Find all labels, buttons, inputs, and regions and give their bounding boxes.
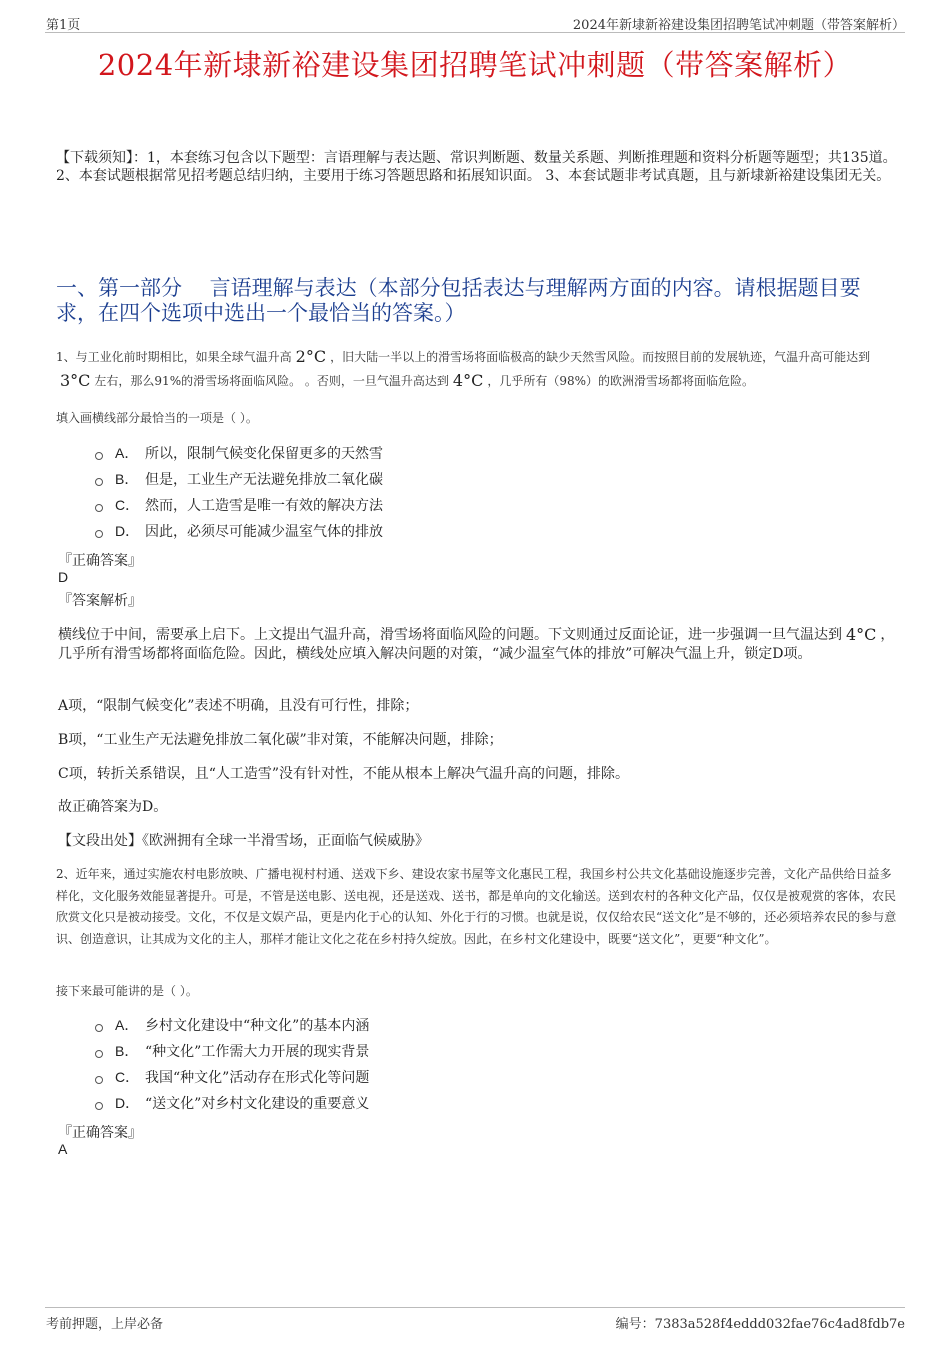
question-1-text	[56, 345, 901, 393]
page-title: 2024年新埭新裕建设集团招聘笔试冲刺题（带答案解析）	[97, 48, 853, 82]
section-heading: 一、第一部分 言语理解与表达（本部分包括表达与理解两方面的内容。请根据题目要求，在四个选项中选出一个最恰当的答案。）	[56, 276, 861, 325]
option-a[interactable]	[95, 440, 383, 466]
header-divider	[45, 32, 905, 33]
download-notice: 【下载须知】：1，本套练习包含以下题型：言语理解与表达题、常识判断题、数量关系题、判断推理题和资料分析题等题型；共135道。 2、本套试题根据常见招考题总结归纳，主要用于练习答题思路和拓展知识面。 3、本套试题非考试真题，且与新埭新裕建设集团无关。	[56, 150, 897, 184]
analysis-text: ，几乎所有滑雪场都将面临危险。因此，横线处应填入解决问题的对策，“减少温室气体的排放”可解决气温上升，锁定D项。	[58, 627, 895, 662]
footer-doc-id: 编号：7383a528f4eddd032fae76c4ad8fdb7e	[615, 1317, 905, 1332]
correct-answer-label: 『正确答案』	[58, 1125, 142, 1141]
option-text: 然而，人工造雪是唯一有效的解决方法	[145, 498, 383, 514]
option-text: 但是，工业生产无法避免排放二氧化碳	[145, 472, 383, 488]
analysis-option-a: A项，“限制气候变化”表述不明确，且没有可行性，排除；	[58, 698, 419, 714]
q1-temp-4c: 4°C	[452, 371, 484, 390]
q1-text-part: ，几乎所有（98%）的欧洲滑雪场都将面临危险。	[487, 374, 755, 388]
option-b[interactable]	[95, 1038, 369, 1064]
option-letter: D．	[115, 523, 140, 539]
header-doc-title: 2024年新埭新裕建设集团招聘笔试冲刺题（带答案解析）	[572, 18, 905, 33]
option-c[interactable]	[95, 1064, 369, 1090]
analysis-paragraph	[58, 625, 898, 664]
option-text: “送文化”对乡村文化建设的重要意义	[145, 1096, 370, 1112]
option-text: 我国“种文化”活动存在形式化等问题	[145, 1070, 370, 1086]
question-2-prompt: 接下来最可能讲的是（ ）。	[56, 984, 198, 998]
option-letter: B．	[115, 471, 139, 487]
option-letter: B．	[115, 1043, 139, 1059]
radio-icon[interactable]	[95, 1102, 103, 1110]
analysis-temp-4c: 4°C	[846, 625, 877, 644]
q1-text-part: 1、与工业化前时期相比，如果全球气温升高	[56, 350, 292, 364]
q1-text-part: 左右，那么91%的滑雪场将面临风险。 。否则，一旦气温升高达到	[94, 374, 449, 388]
question-2-text: 2、近年来，通过实施农村电影放映、广播电视村村通、送戏下乡、建设农家书屋等文化惠民工程，我国乡村公共文化基础设施逐步完善，文化产品供给日益多样化，文化服务效能显著提升。可是，不管是送电影、送电视，还是送戏、送书，都是单向的文化输送。送到农村的各种文化产品，仅仅是被观赏的客体，农民欣赏文化只是被动接受。文化，不仅是文娱产品，更是内化于心的认知、外化于行的习惯。也就是说，仅仅给农民“送文化”是不够的，还必须培养农民的参与意识、创造意识，让其成为文化的主人，那样才能让文化之花在乡村持久绽放。因此，在乡村文化建设中，既要“送文化”，更要“种文化”。	[56, 867, 897, 946]
question-2-options	[95, 1012, 369, 1116]
analysis-option-c: C项，转折关系错误，且“人工造雪”没有针对性，不能从根本上解决气温升高的问题，排除。	[58, 766, 630, 782]
passage-source: 【文段出处】《欧洲拥有全球一半滑雪场，正面临气候威胁》	[58, 833, 429, 849]
page-number: 第1页	[46, 18, 81, 33]
radio-icon[interactable]	[95, 1024, 103, 1032]
radio-icon[interactable]	[95, 530, 103, 538]
option-text: 乡村文化建设中“种文化”的基本内涵	[145, 1018, 370, 1034]
option-text: 因此，必须尽可能减少温室气体的排放	[145, 524, 383, 540]
option-letter: C．	[115, 1069, 140, 1085]
q1-temp-2c: 2°C	[295, 347, 327, 366]
option-letter: A．	[115, 445, 139, 461]
footer-divider	[45, 1307, 905, 1308]
question-1-prompt: 填入画横线部分最恰当的一项是（ ）。	[56, 411, 258, 425]
analysis-conclusion: 故正确答案为D。	[58, 799, 168, 815]
radio-icon[interactable]	[95, 1050, 103, 1058]
correct-answer-label: 『正确答案』	[58, 553, 142, 569]
option-b[interactable]	[95, 466, 383, 492]
q1-temp-3c: 3°C	[60, 371, 91, 390]
option-d[interactable]	[95, 1090, 369, 1116]
option-a[interactable]	[95, 1012, 369, 1038]
radio-icon[interactable]	[95, 452, 103, 460]
analysis-label: 『答案解析』	[58, 593, 142, 609]
question-1-options	[95, 440, 383, 544]
option-letter: C．	[115, 497, 140, 513]
correct-answer-value: A	[58, 1141, 68, 1157]
footer-slogan: 考前押题，上岸必备	[46, 1317, 164, 1332]
option-letter: D．	[115, 1095, 140, 1111]
correct-answer-value: D	[58, 569, 69, 585]
radio-icon[interactable]	[95, 504, 103, 512]
option-letter: A．	[115, 1017, 139, 1033]
radio-icon[interactable]	[95, 478, 103, 486]
analysis-text: 横线位于中间，需要承上启下。上文提出气温升高，滑雪场将面临风险的问题。下文则通过反面论证，进一步强调一旦气温达到	[58, 627, 842, 643]
option-d[interactable]	[95, 518, 383, 544]
analysis-option-b: B项，“工业生产无法避免排放二氧化碳”非对策，不能解决问题，排除；	[58, 732, 503, 748]
q1-text-part: ，旧大陆一半以上的滑雪场将面临极高的缺少天然雪风险。而按照目前的发展轨迹，气温升高可能达到	[330, 350, 871, 364]
radio-icon[interactable]	[95, 1076, 103, 1084]
option-text: 所以，限制气候变化保留更多的天然雪	[145, 446, 383, 462]
option-text: “种文化”工作需大力开展的现实背景	[145, 1044, 370, 1060]
option-c[interactable]	[95, 492, 383, 518]
